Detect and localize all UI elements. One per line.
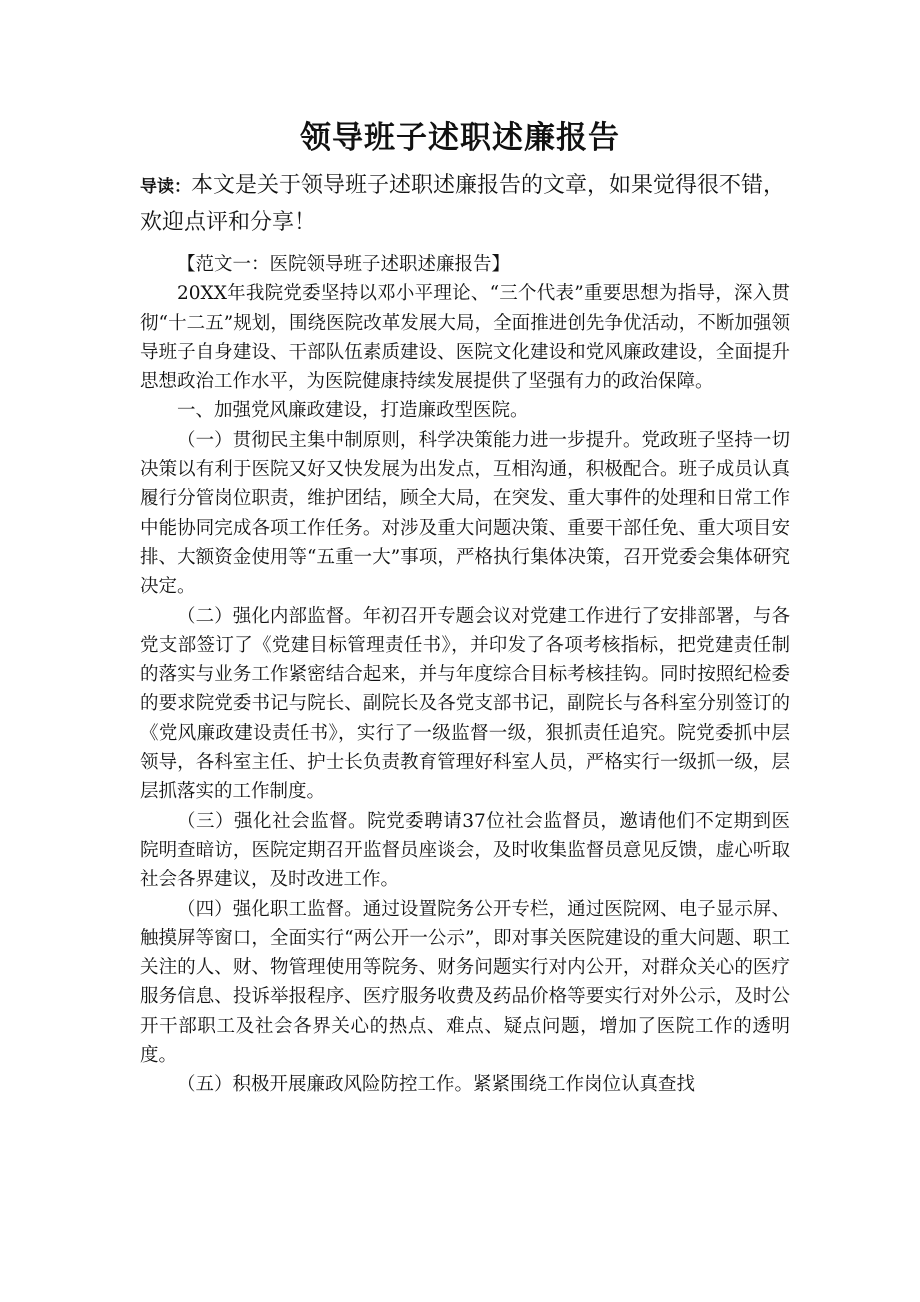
paragraph-overview: 20XX年我院党委坚持以邓小平理论、“三个代表”重要思想为指导，深入贯彻“十二五”规划，围绕医院改革发展大局，全面推进创先争优活动，不断加强领导班子自身建设、干部队伍素质建设、医院文化建设和党风廉政建设，全面提升思想政治工作水平，为医院健康持续发展提供了坚强有力的政治保障。: [140, 283, 790, 393]
section-heading-example-one: 【范文一：医院领导班子述职述廉报告】: [177, 254, 511, 275]
intro-label: 导读：: [140, 177, 191, 197]
paragraph-item-1: （一）贯彻民主集中制原则，科学决策能力进一步提升。党政班子坚持一切决策以有利于医院又好又快发展为出发点，互相沟通，积极配合。班子成员认真履行分管岗位职责，维护团结，顾全大局，在突发、重大事件的处理和日常工作中能协同完成各项工作任务。对涉及重大问题决策、重要干部任免、重大项目安排、大额资金使用等“五重一大”事项，严格执行集体决策，召开党委会集体研究决定。: [140, 429, 790, 598]
paragraph-item-5: （五）积极开展廉政风险防控工作。紧紧围绕工作岗位认真查找: [177, 1074, 696, 1096]
paragraph-item-3: （三）强化社会监督。院党委聘请37位社会监督员，邀请他们不定期到医院明查暗访，医院定期召开监督员座谈会，及时收集监督员意见反馈，虚心听取社会各界建议，及时改进工作。: [140, 810, 790, 891]
intro-block: [140, 168, 790, 241]
document-body: [140, 250, 790, 1100]
paragraph-item-4: （四）强化职工监督。通过设置院务公开专栏，通过医院网、电子显示屏、触摸屏等窗口，全面实行“两公开一公示”，即对事关医院建设的重大问题、职工关注的人、财、物管理使用等院务、财务问题实行对内公开，对群众关心的医疗服务信息、投诉举报程序、医疗服务收费及药品价格等要实行对外公示，及时公开干部职工及社会各界关心的热点、难点、疑点问题，增加了医院工作的透明度。: [140, 898, 790, 1067]
document-title: 领导班子述职述廉报告: [300, 120, 620, 156]
section-heading-one: 一、加强党风廉政建设，打造廉政型医院。: [177, 400, 529, 422]
intro-text: 本文是关于领导班子述职述廉报告的文章，如果觉得很不错，欢迎点评和分享！: [140, 173, 786, 235]
paragraph-item-2: （二）强化内部监督。年初召开专题会议对党建工作进行了安排部署，与各党支部签订了《党建目标管理责任书》，并印发了各项考核指标，把党建责任制的落实与业务工作紧密结合起来，并与年度综合目标考核挂钩。同时按照纪检委的要求院党委书记与院长、副院长及各党支部书记，副院长与各科室分别签订的《党风廉政建设责任书》，实行了一级监督一级，狠抓责任追究。院党委抓中层领导，各科室主任、护士长负责教育管理好科室人员，严格实行一级抓一级，层层抓落实的工作制度。: [140, 605, 790, 803]
